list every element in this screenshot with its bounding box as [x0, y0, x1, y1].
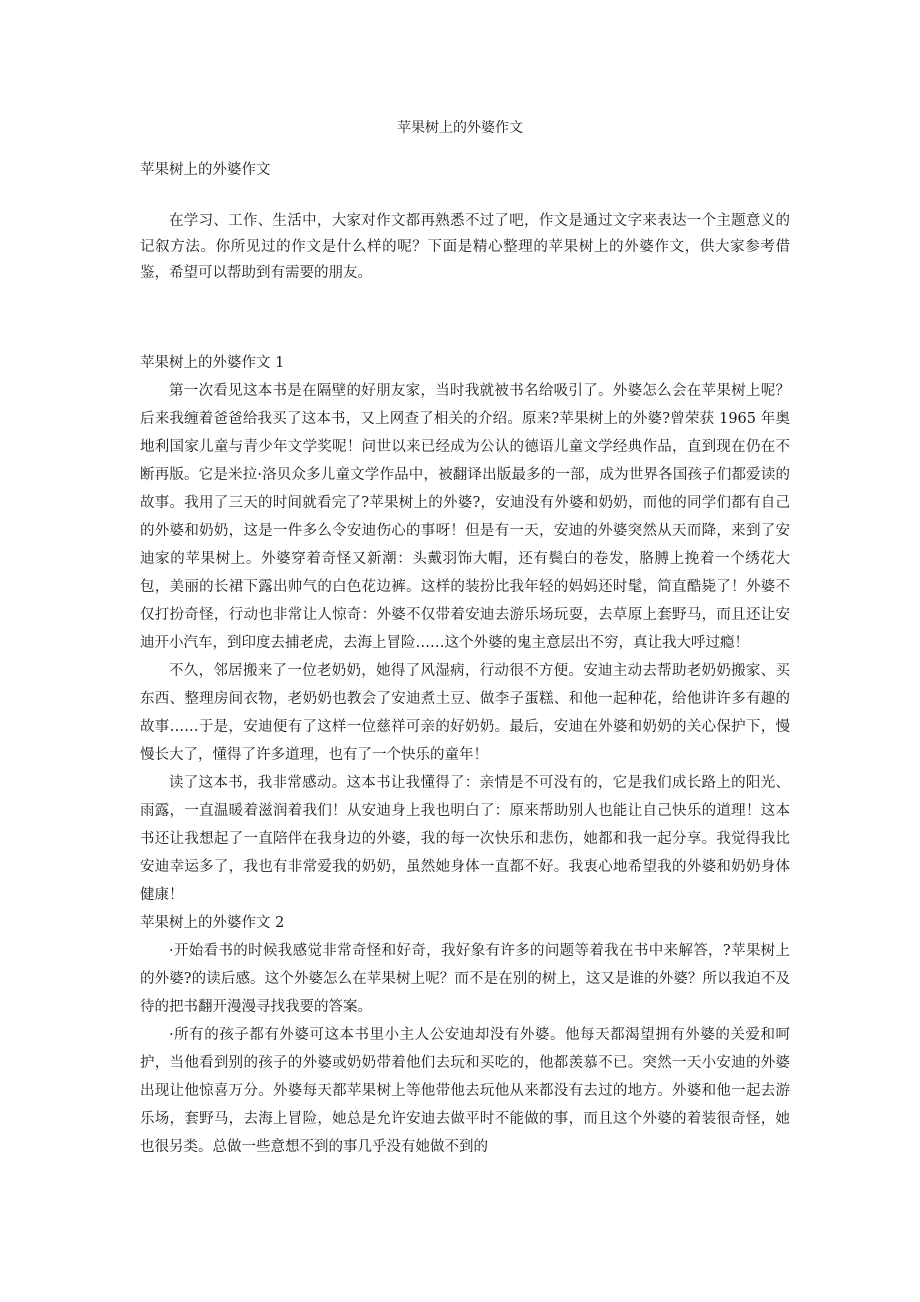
essay-1-heading: 苹果树上的外婆作文 1 [140, 355, 285, 371]
document-subtitle: 苹果树上的外婆作文 [140, 162, 271, 178]
intro-section [140, 208, 790, 286]
document-title: 苹果树上的外婆作文 [397, 120, 523, 136]
essay-1-paragraph-2: 不久，邻居搬来了一位老奶奶，她得了风湿病，行动很不方便。安迪主动去帮助老奶奶搬家、买东西、整理房间衣物，老奶奶也教会了安迪煮土豆、做李子蛋糕、和他一起种花，给他讲许多有趣的故事……于是，安迪便有了这样一位慈祥可亲的好奶奶。最后，安迪在外婆和奶奶的关心保护下，慢慢长大了，懂得了许多道理，也有了一个快乐的童年！ [140, 663, 790, 763]
intro-paragraph: 在学习、工作、生活中，大家对作文都再熟悉不过了吧，作文是通过文字来表达一个主题意义的记叙方法。你所见过的作文是什么样的呢？下面是精心整理的苹果树上的外婆作文，供大家参考借鉴，希望可以帮助到有需要的朋友。 [140, 213, 790, 281]
essay-2-paragraph-1: ·开始看书的时候我感觉非常奇怪和好奇，我好象有许多的问题等着我在书中来解答，?苹果树上的外婆?的读后感。这个外婆怎么在苹果树上呢？而不是在别的树上，这又是谁的外婆？所以我迫不及待的把书翻开漫漫寻找我要的答案。 [140, 943, 790, 1015]
essay-2-paragraph-2: ·所有的孩子都有外婆可这本书里小主人公安迪却没有外婆。他每天都渴望拥有外婆的关爱和呵护，当他看到别的孩子的外婆或奶奶带着他们去玩和买吃的，他都羡慕不已。突然一天小安迪的外婆出现让他惊喜万分。外婆每天都苹果树上等他带他去玩他从来都没有去过的地方。外婆和他一起去游乐场，套野马，去海上冒险，她总是允许安迪去做平时不能做的事，而且这个外婆的着装很奇怪，她也很另类。总做一些意想不到的事几乎没有她做不到的 [140, 1027, 790, 1155]
essay-2-heading: 苹果树上的外婆作文 2 [140, 915, 285, 931]
essay-1-paragraph-3: 读了这本书，我非常感动。这本书让我懂得了：亲情是不可没有的，它是我们成长路上的阳光、雨露，一直温暖着滋润着我们！从安迪身上我也明白了：原来帮助别人也能让自己快乐的道理！这本书还让我想起了一直陪伴在我身边的外婆，我的每一次快乐和悲伤，她都和我一起分享。我觉得我比安迪幸运多了，我也有非常爱我的奶奶，虽然她身体一直都不好。我衷心地希望我的外婆和奶奶身体健康！ [140, 775, 790, 903]
essays-section [140, 349, 790, 1161]
essay-1-paragraph-1: 第一次看见这本书是在隔壁的好朋友家，当时我就被书名给吸引了。外婆怎么会在苹果树上呢？后来我缠着爸爸给我买了这本书，又上网查了相关的介绍。原来?苹果树上的外婆?曾荣获 1965 年奥地利国家儿童与青少年文学奖呢！问世以来已经成为公认的德语儿童文学经典作品，直到现在仍在不断再版。它是米拉·洛贝众多儿童文学作品中，被翻译出版最多的一部，成为世界各国孩子们都爱读的故事。我用了三天的时间就看完了?苹果树上的外婆?，安迪没有外婆和奶奶，而他的同学们都有自己的外婆和奶奶，这是一件多么令安迪伤心的事呀！但是有一天，安迪的外婆突然从天而降，来到了安迪家的苹果树上。外婆穿着奇怪又新潮：头戴羽饰大帽，还有鬓白的卷发，胳膊上挽着一个绣花大包，美丽的长裙下露出帅气的白色花边裤。这样的装扮比我年轻的妈妈还时髦，简直酷毙了！外婆不仅打扮奇怪，行动也非常让人惊奇：外婆不仅带着安迪去游乐场玩耍，去草原上套野马，而且还让安迪开小汽车，到印度去捕老虎，去海上冒险……这个外婆的鬼主意层出不穷，真让我大呼过瘾！ [140, 383, 790, 651]
